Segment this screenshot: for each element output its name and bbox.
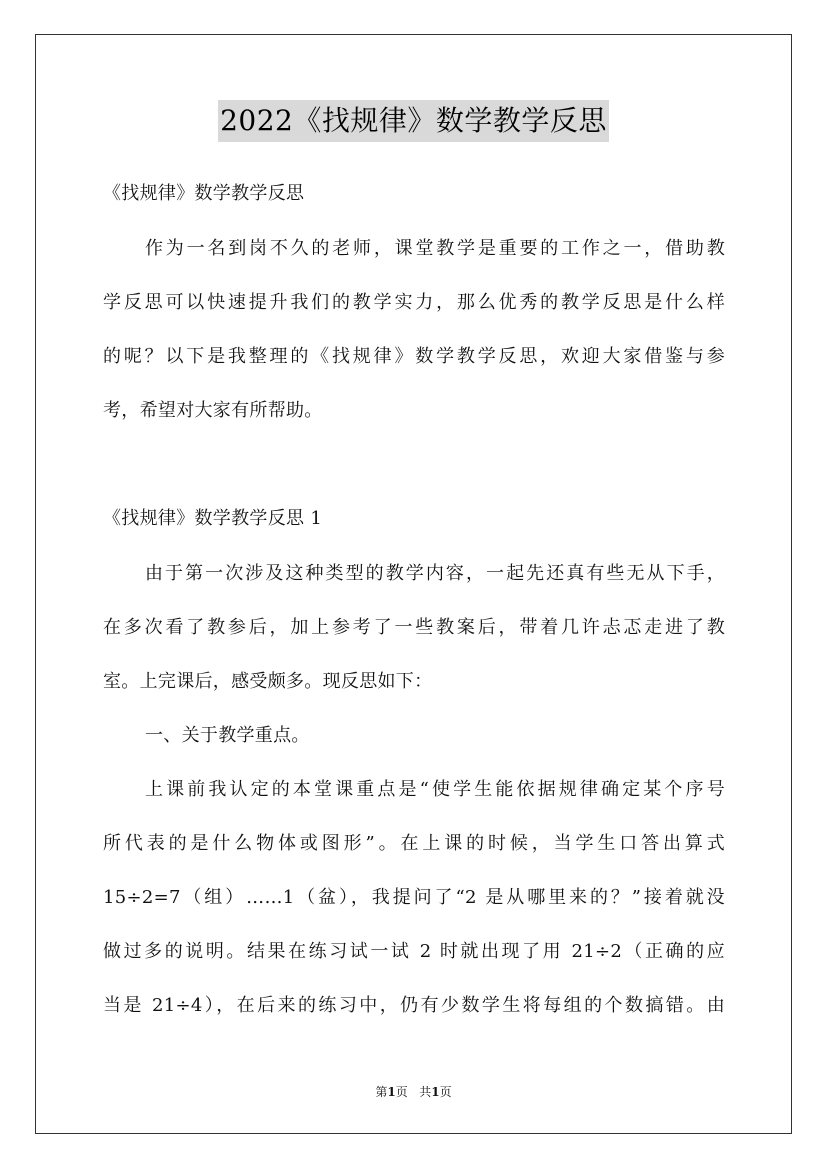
- paragraph-line: 上课前我认定的本堂课重点是“使学生能依据规律确定某个序号: [145, 779, 725, 800]
- paragraph-line: 学反思可以快速提升我们的教学实力，那么优秀的教学反思是什么样: [103, 292, 725, 313]
- paragraph-line: 做过多的说明。结果在练习试一试 2 时就出现了用 21÷2（正确的应: [103, 941, 725, 962]
- footer-total-num: 1: [431, 1085, 440, 1099]
- paragraph-line: 由于第一次涉及这种类型的教学内容，一起先还真有些无从下手，: [145, 563, 725, 584]
- footer-total-label: 共: [419, 1085, 432, 1099]
- paragraph-line: 作为一名到岗不久的老师，课堂教学是重要的工作之一，借助教: [145, 238, 725, 259]
- title-wrap: [0, 100, 827, 142]
- page-footer: [0, 1084, 827, 1100]
- paragraph-line: 15÷2=7（组）……1（盆），我提问了“2 是从哪里来的？”接着就没: [103, 887, 725, 908]
- footer-page-label: 第: [375, 1085, 388, 1099]
- document-title: 2022《找规律》数学教学反思: [218, 100, 609, 142]
- paragraph-line: 所代表的是什么物体或图形”。在上课的时候，当学生口答出算式: [103, 833, 725, 854]
- footer-page-unit: 页: [395, 1085, 408, 1099]
- paragraph-line: 在多次看了教参后，加上参考了一些教案后，带着几许忐忑走进了教: [103, 617, 725, 638]
- footer-total-unit: 页: [439, 1085, 452, 1099]
- paragraph-line: 的呢？以下是我整理的《找规律》数学教学反思，欢迎大家借鉴与参: [103, 346, 725, 367]
- paragraph-line: 考，希望对大家有所帮助。: [103, 400, 323, 421]
- footer-page-num: 1: [387, 1085, 396, 1099]
- section-heading: 《找规律》数学教学反思: [103, 183, 305, 204]
- subsection-heading: 一、关于教学重点。: [145, 725, 310, 746]
- section-heading: 《找规律》数学教学反思 1: [103, 508, 323, 529]
- paragraph-line: 当是 21÷4），在后来的练习中，仍有少数学生将每组的个数搞错。由: [103, 995, 725, 1016]
- paragraph-line: 室。上完课后，感受颇多。现反思如下：: [103, 671, 433, 692]
